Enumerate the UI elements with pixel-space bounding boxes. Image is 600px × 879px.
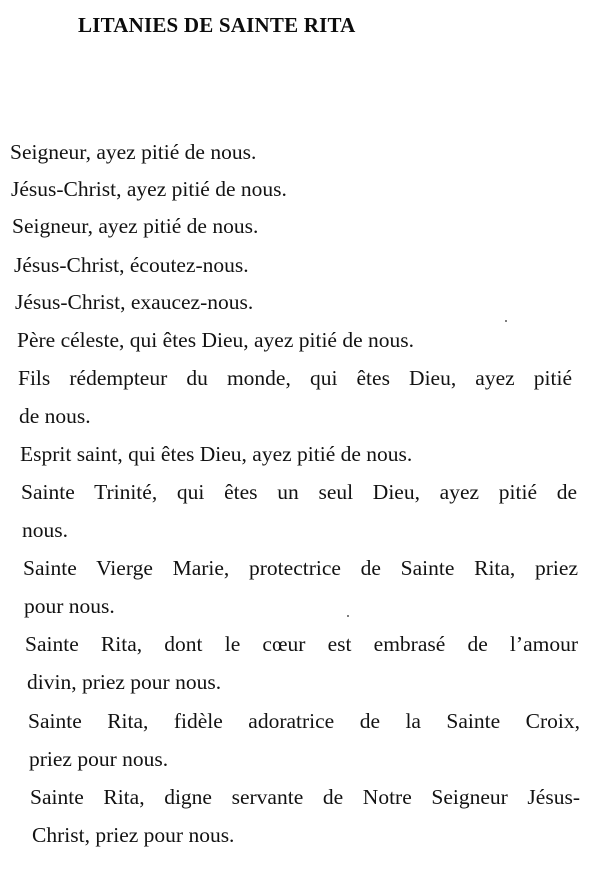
litany-line: Sainte Trinité, qui êtes un seul Dieu, ayez pitié de [21,480,577,504]
document-title: LITANIES DE SAINTE RITA [78,13,356,37]
litany-line: Sainte Rita, digne servante de Notre Seigneur Jésus- [30,785,580,809]
litany-line: priez pour nous. [29,747,169,771]
scan-speck [505,320,507,322]
litany-line: Jésus-Christ, écoutez-nous. [14,253,249,277]
litany-line: divin, priez pour nous. [27,670,222,694]
litany-line: Christ, priez pour nous. [32,823,235,847]
litany-line: de nous. [19,404,91,428]
litany-line: Jésus-Christ, exaucez-nous. [15,290,254,314]
litany-line: nous. [22,518,68,542]
litany-line: Seigneur, ayez pitié de nous. [10,140,257,164]
scan-speck [347,615,349,617]
litany-line: Jésus-Christ, ayez pitié de nous. [11,177,287,201]
litany-line: pour nous. [24,594,115,618]
litany-line: Sainte Rita, dont le cœur est embrasé de l’amour [25,632,578,656]
litany-line: Sainte Rita, fidèle adoratrice de la Sainte Croix, [28,709,580,733]
litany-line: Esprit saint, qui êtes Dieu, ayez pitié de nous. [20,442,413,466]
litany-line: Père céleste, qui êtes Dieu, ayez pitié de nous. [17,328,415,352]
litany-line: Seigneur, ayez pitié de nous. [12,214,259,238]
litany-line: Fils rédempteur du monde, qui êtes Dieu, ayez pitié [18,366,572,390]
litany-line: Sainte Vierge Marie, protectrice de Sainte Rita, priez [23,556,578,580]
